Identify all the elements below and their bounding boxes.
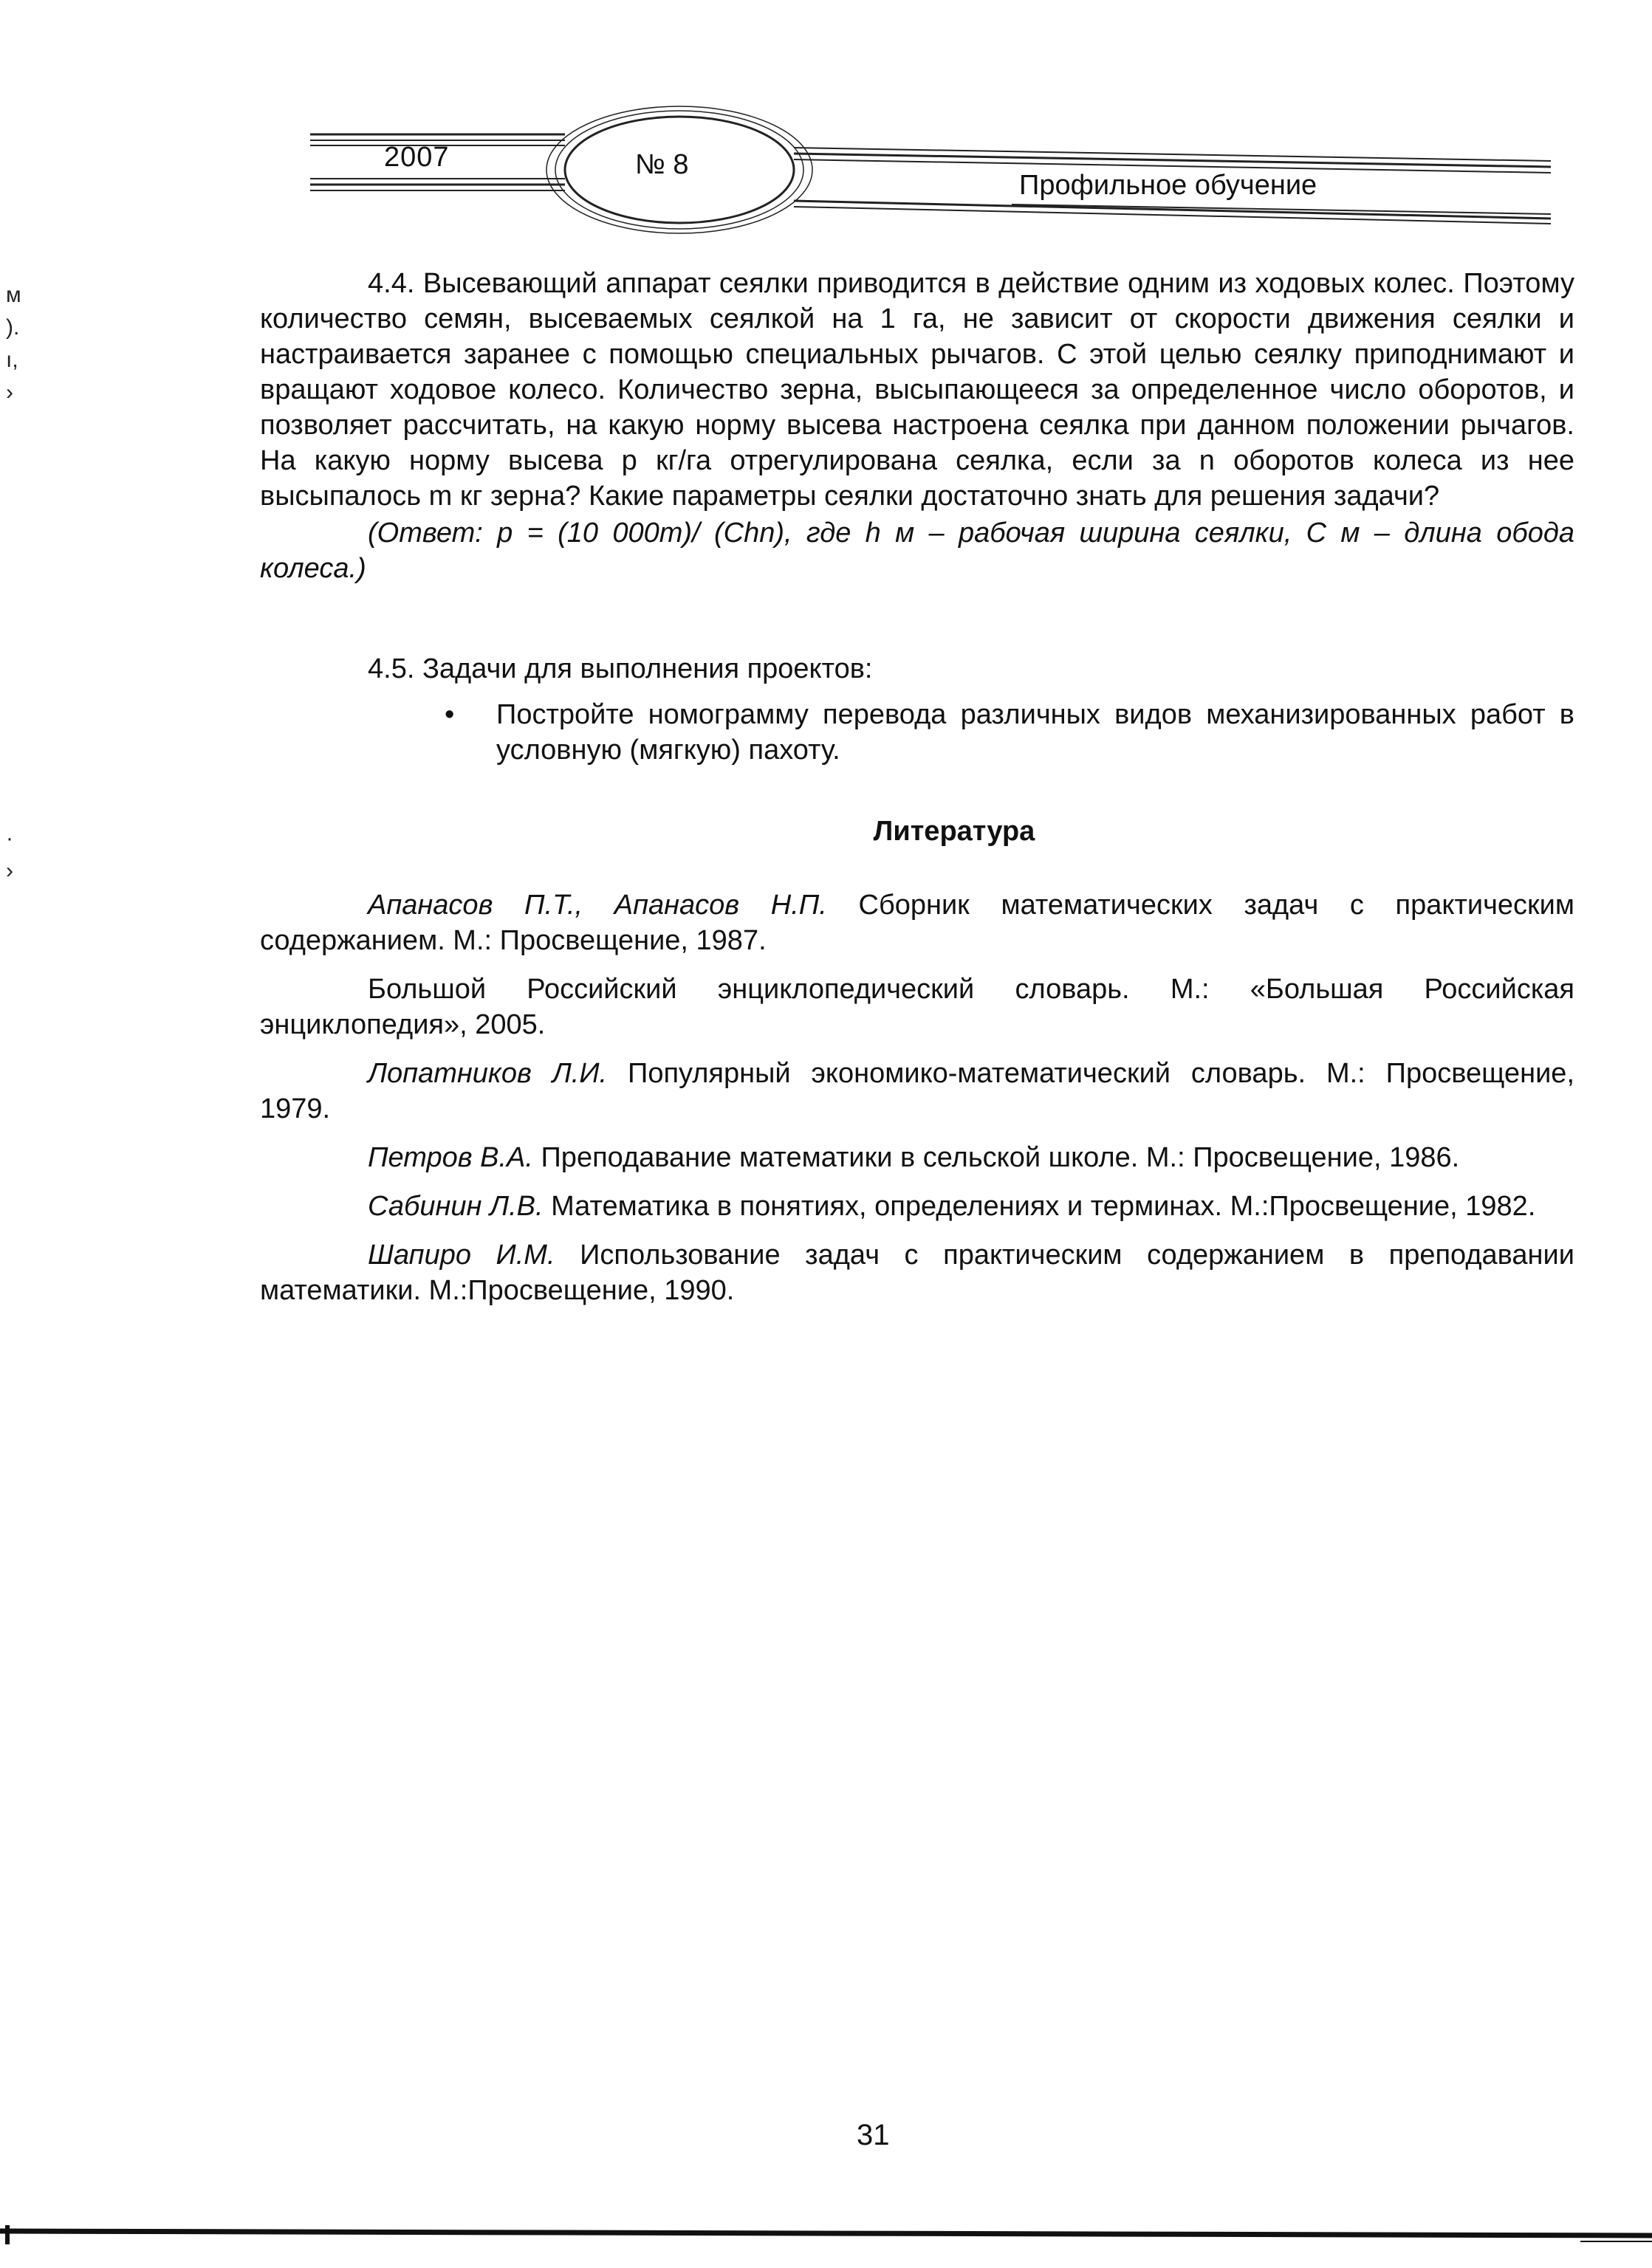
reference-author: Петров В.А. [368,1142,533,1173]
main-content [260,266,1574,1322]
literature-heading: Литература [873,816,1035,847]
reference-text: Математика в понятиях, определениях и терминах. М.:Просвещение, 1982. [543,1191,1536,1222]
reference-item [260,1140,1574,1175]
task-4-5-title: 4.5. Задачи для выполнения проектов: [368,653,873,684]
reference-list [260,887,1574,1308]
margin-mark: · [6,826,13,850]
running-header [310,103,1551,236]
reference-text: Преподавание математики в сельской школе. М.: Просвещение, 1986. [532,1142,1460,1173]
header-ornament [310,103,1551,236]
reference-item [260,887,1574,958]
margin-marks [6,279,21,887]
margin-mark: м [6,283,21,307]
header-series-title: Профильное обучение [1019,170,1317,201]
page-number: 31 [857,2119,890,2151]
reference-text: Использование задач с практическим содержанием в преподавании математики. М.:Просвещение, 1990. [260,1240,1574,1306]
reference-item [260,1189,1574,1224]
bullet-icon: • [445,699,455,730]
header-year: 2007 [384,142,450,173]
reference-author: Сабинин Л.В. [368,1191,544,1222]
reference-author: Лопатников Л.И. [368,1058,608,1089]
footer-rule [0,2222,1652,2244]
margin-mark: › [6,859,13,883]
task-4-4-paragraph: 4.4. Высевающий аппарат сеялки приводится в действие одним из ходовых колес. Поэтому количество семян, высеваемых сеялкой на 1 га, не зависит от скорости движения сеялки и настраивается заранее с помощью специальных рычагов. С этой целью сеялку приподнимают и вращают ходовое колесо. Количество зерна, высыпающееся за определенное число оборотов, и позволяет рассчитать, на какую норму высева настроена сеялка при данном положении рычагов. На какую норму высева p кг/га отрегулирована сеялка, если за n оборотов колеса из нее высыпалось m кг зерна? Какие параметры сеялки достаточно знать для решения задачи? [260,268,1574,512]
reference-author: Шапиро И.М. [368,1240,555,1271]
reference-text: Сборник математических задач с практическим содержанием. М.: Просвещение, 1987. [260,890,1574,956]
reference-text: Популярный экономико-математический словарь. М.: Просвещение, 1979. [260,1058,1574,1124]
header-issue-number: № 8 [635,149,689,180]
reference-item [260,1056,1574,1127]
reference-item [260,1237,1574,1308]
margin-mark: › [6,380,13,405]
list-item [442,697,1574,768]
list-item-text: Постройте номограмму перевода различных видов механизированных работ в условную (мягкую) пахоту. [496,699,1574,766]
task-4-4-answer: (Ответ: p = (10 000m)/ (Chn), где h м – рабочая ширина сеялки, C м – длина обода колеса.) [260,518,1574,584]
margin-mark: ). [6,315,20,340]
reference-text: Большой Российский энциклопедический словарь. М.: «Большая Российская энциклопедия», 2005. [260,974,1574,1040]
reference-item [260,972,1574,1042]
reference-author: Апанасов П.Т., Апанасов Н.П. [368,890,827,921]
margin-mark: ı, [6,348,18,372]
